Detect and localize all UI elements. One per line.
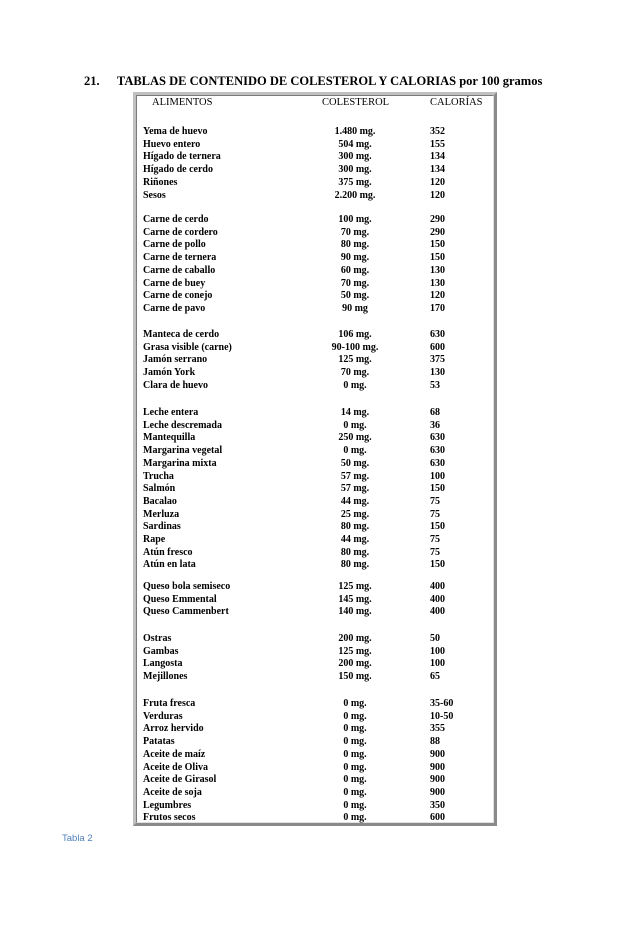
food-name: Carne de caballo [143,264,216,276]
table-row [0,177,638,189]
calories-value: 36 [430,419,440,431]
food-name: Salmón [143,483,176,495]
table-row [0,606,638,618]
food-name: Queso Emmental [143,593,217,605]
food-name: Fruta fresca [143,698,196,709]
food-name: Merluza [143,508,180,520]
food-name: Aceite de Girasol [143,774,217,786]
calories-value: 290 [430,226,445,238]
food-name: Carne de cordero [143,226,218,238]
cholesterol-value: 504 mg. [338,138,372,150]
table-row [0,342,638,354]
food-name: Langosta [143,658,183,670]
calories-value: 150 [430,559,445,571]
table-row [0,559,638,571]
calories-value: 630 [430,445,445,457]
food-name: Manteca de cerdo [143,329,220,340]
cholesterol-value: 44 mg. [340,495,370,507]
calories-value: 630 [430,432,445,444]
food-name: Hígado de cerdo [143,164,213,176]
food-name: Margarina mixta [143,457,217,469]
food-name: Grasa visible (carne) [143,341,232,353]
table-row [0,711,638,723]
calories-value: 900 [430,774,445,786]
cholesterol-value: 14 mg. [340,407,370,418]
calories-value: 88 [430,736,440,748]
table-row [0,407,638,419]
table-row [0,547,638,559]
calories-value: 75 [430,534,440,545]
calories-value: 10-50 [430,710,454,722]
food-name: Huevo entero [143,138,201,150]
table-row [0,812,638,824]
table-row [0,800,638,812]
calories-value: 155 [430,138,445,150]
food-name: Frutos secos [143,812,196,824]
table-row [0,239,638,251]
calories-value: 150 [430,521,445,533]
cholesterol-value: 0 mg. [343,723,367,735]
table-row [0,367,638,379]
cholesterol-value: 70 mg. [340,367,370,379]
cholesterol-value: 200 mg. [338,658,372,670]
food-name: Atún fresco [143,546,193,558]
calories-value: 900 [430,748,445,760]
column-header-colesterol: COLESTEROL [322,97,390,108]
food-name: Carne de ternera [143,252,217,264]
cholesterol-value: 90-100 mg. [331,341,379,353]
table-row [0,354,638,366]
food-name: Ostras [143,633,172,644]
section-title: TABLAS DE CONTENIDO DE COLESTEROL Y CALORIAS por 100 gramos [116,74,543,88]
table-row [0,646,638,658]
calories-value: 130 [430,264,445,276]
calories-value: 130 [430,367,445,379]
table-row [0,521,638,533]
calories-value: 65 [430,671,440,683]
calories-value: 100 [430,658,445,670]
table-row [0,329,638,341]
calories-value: 375 [430,354,445,366]
table-row [0,214,638,226]
calories-value: 120 [430,189,445,201]
food-name: Carne de conejo [143,290,213,302]
calories-value: 355 [430,723,445,735]
table-row [0,432,638,444]
food-name: Trucha [143,470,174,482]
cholesterol-value: 140 mg. [338,606,372,618]
table-row [0,658,638,670]
calories-value: 120 [430,176,445,188]
calories-value: 53 [430,379,440,391]
cholesterol-value: 70 mg. [340,277,370,289]
table-row [0,164,638,176]
calories-value: 900 [430,786,445,798]
food-name: Bacalao [143,495,177,507]
calories-value: 35-60 [430,698,454,709]
food-name: Sesos [143,189,166,201]
cholesterol-value: 50 mg. [340,457,370,469]
cholesterol-value: 80 mg. [340,546,370,558]
calories-value: 400 [430,593,445,605]
cholesterol-value: 90 mg. [340,252,370,264]
calories-value: 75 [430,508,440,520]
cholesterol-value: 300 mg. [338,151,372,163]
table-row [0,736,638,748]
cholesterol-value: 50 mg. [340,290,370,302]
cholesterol-value: 200 mg. [338,633,372,644]
food-name: Margarina vegetal [143,445,223,457]
food-name: Queso Cammenbert [143,606,229,618]
cholesterol-value: 0 mg. [343,799,367,811]
cholesterol-value: 0 mg. [343,379,367,391]
food-name: Arroz hervido [143,723,204,735]
food-name: Atún en lata [143,559,196,571]
calories-value: 120 [430,290,445,302]
food-name: Jamón York [143,367,196,379]
cholesterol-value: 1.480 mg. [334,126,376,137]
calories-value: 350 [430,799,445,811]
table-row [0,278,638,290]
section-number: 21. [84,74,100,88]
food-name: Aceite de Oliva [143,761,208,773]
cholesterol-value: 0 mg. [343,698,367,709]
cholesterol-value: 250 mg. [338,432,372,444]
cholesterol-value: 0 mg. [343,812,367,824]
calories-value: 600 [430,812,445,824]
table-row [0,380,638,392]
table-row [0,420,638,432]
table-row [0,471,638,483]
calories-value: 150 [430,239,445,251]
cholesterol-value: 150 mg. [338,671,372,683]
food-name: Riñones [143,176,178,188]
calories-value: 100 [430,645,445,657]
calories-value: 134 [430,151,445,163]
table-row [0,458,638,470]
cholesterol-value: 57 mg. [340,483,370,495]
column-header-alimentos: ALIMENTOS [152,97,213,108]
food-name: Carne de pollo [143,239,206,251]
table-row [0,227,638,239]
cholesterol-value: 300 mg. [338,164,372,176]
calories-value: 900 [430,761,445,773]
section-heading [84,74,542,89]
table-row [0,445,638,457]
cholesterol-value: 106 mg. [338,329,372,340]
table-row [0,633,638,645]
table-row [0,126,638,138]
calories-value: 75 [430,546,440,558]
food-name: Carne de pavo [143,302,206,314]
cholesterol-value: 125 mg. [338,354,372,366]
food-name: Leche descremada [143,419,222,431]
table-row [0,290,638,302]
cholesterol-value: 0 mg. [343,736,367,748]
calories-value: 400 [430,606,445,618]
calories-value: 68 [430,407,440,418]
table-row [0,303,638,315]
food-name: Gambas [143,645,179,657]
calories-value: 75 [430,495,440,507]
cholesterol-value: 0 mg. [343,774,367,786]
cholesterol-value: 44 mg. [340,534,370,545]
food-name: Leche entera [143,407,199,418]
cholesterol-value: 0 mg. [343,786,367,798]
cholesterol-value: 60 mg. [340,264,370,276]
table-row [0,671,638,683]
food-name: Mantequilla [143,432,196,444]
column-header-calorias: CALORÍAS [430,97,483,108]
calories-value: 400 [430,581,445,592]
table-row [0,151,638,163]
food-name: Jamón serrano [143,354,208,366]
table-row [0,698,638,710]
cholesterol-value: 2.200 mg. [334,189,376,201]
calories-value: 100 [430,470,445,482]
table-row [0,509,638,521]
cholesterol-value: 0 mg. [343,419,367,431]
cholesterol-value: 145 mg. [338,593,372,605]
food-name: Yema de huevo [143,126,208,137]
cholesterol-value: 90 mg [342,302,368,314]
food-name: Patatas [143,736,175,748]
table-row [0,252,638,264]
calories-value: 630 [430,457,445,469]
food-name: Sardinas [143,521,181,533]
food-name: Carne de buey [143,277,206,289]
table-row [0,594,638,606]
calories-value: 50 [430,633,440,644]
table-caption: Tabla 2 [62,833,93,844]
table-row [0,496,638,508]
calories-value: 600 [430,341,445,353]
cholesterol-value: 57 mg. [340,470,370,482]
table-row [0,534,638,546]
cholesterol-value: 0 mg. [343,761,367,773]
food-name: Verduras [143,710,183,722]
table-row [0,581,638,593]
calories-value: 130 [430,277,445,289]
cholesterol-value: 0 mg. [343,710,367,722]
food-name: Hígado de ternera [143,151,221,163]
cholesterol-value: 375 mg. [338,176,372,188]
table-row [0,774,638,786]
cholesterol-value: 80 mg. [340,239,370,251]
food-name: Aceite de soja [143,786,202,798]
cholesterol-value: 0 mg. [343,748,367,760]
calories-value: 630 [430,329,445,340]
table-row [0,723,638,735]
food-name: Mejillones [143,671,188,683]
calories-value: 290 [430,214,445,225]
food-name: Aceite de maíz [143,748,206,760]
calories-value: 150 [430,483,445,495]
calories-value: 150 [430,252,445,264]
food-name: Clara de huevo [143,379,208,391]
cholesterol-value: 70 mg. [340,226,370,238]
food-name: Queso bola semiseco [143,581,231,592]
cholesterol-value: 80 mg. [340,559,370,571]
calories-value: 134 [430,164,445,176]
cholesterol-value: 0 mg. [343,445,367,457]
cholesterol-value: 80 mg. [340,521,370,533]
table-row [0,762,638,774]
table-row [0,787,638,799]
table-row [0,139,638,151]
food-name: Legumbres [143,799,192,811]
cholesterol-value: 125 mg. [338,645,372,657]
calories-value: 352 [430,126,445,137]
table-row [0,483,638,495]
table-row [0,190,638,202]
food-name: Carne de cerdo [143,214,209,225]
cholesterol-value: 125 mg. [338,581,372,592]
cholesterol-value: 25 mg. [340,508,370,520]
food-name: Rape [143,534,166,545]
calories-value: 170 [430,302,445,314]
table-row [0,265,638,277]
cholesterol-value: 100 mg. [338,214,372,225]
table-row [0,749,638,761]
